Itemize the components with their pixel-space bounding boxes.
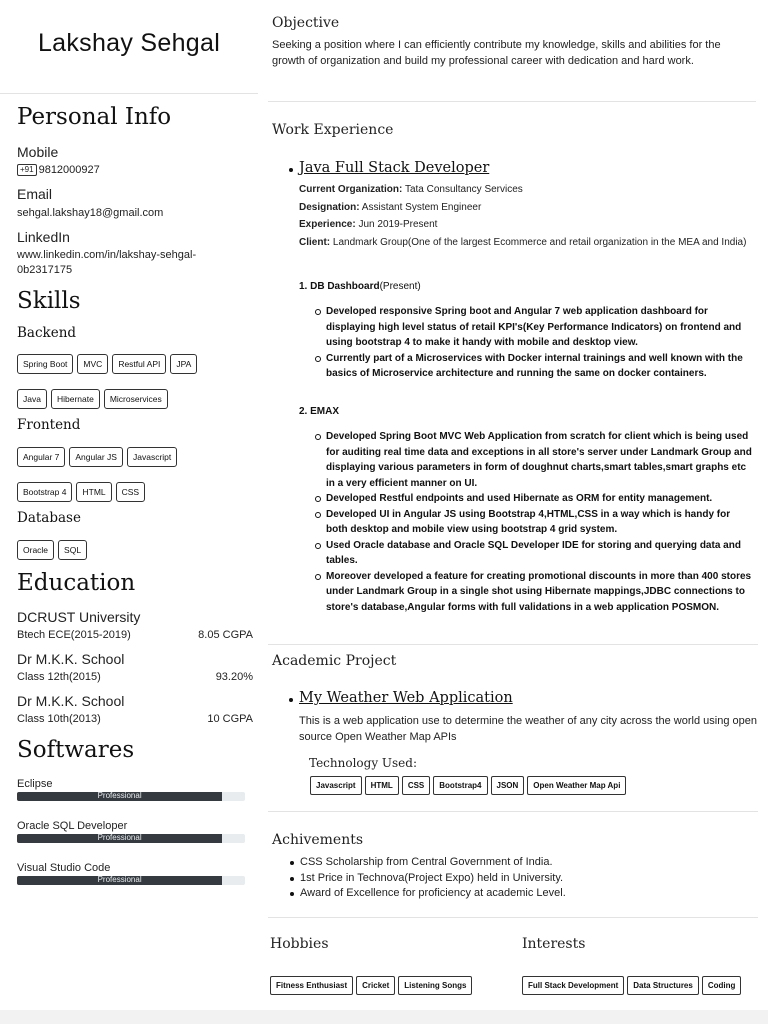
job-details	[299, 181, 754, 249]
objective-heading: Objective	[272, 15, 340, 31]
technology-chips	[310, 776, 626, 795]
job-org-line	[299, 181, 754, 199]
job-experience-line	[299, 216, 754, 234]
project-points	[326, 304, 754, 382]
tech-chip: Open Weather Map Api	[527, 776, 626, 795]
edu-course: Class 12th(2015)	[17, 671, 101, 683]
achievements-heading: Achivements	[272, 832, 364, 848]
hobby-chip: Fitness Enthusiast	[270, 976, 353, 995]
academic-project-title: My Weather Web Application	[299, 690, 513, 706]
skill-chip: Java	[17, 389, 47, 409]
skill-chip: SQL	[58, 540, 87, 560]
edu-school: Dr M.K.K. School	[17, 693, 125, 709]
mobile-label: Mobile	[17, 144, 59, 160]
project-point: Developed Spring Boot MVC Web Application from scratch for client which is being used for auditing real time data and exceptions in all store's server under Landmark Group and displaying various parameters in form of doughnut charts,smart tables,smart graphs etc in a very efficient manner on UI.	[326, 429, 754, 491]
linkedin-url-line-1: www.linkedin.com/in/lakshay-sehgal-	[17, 249, 197, 261]
softwares-heading: Softwares	[17, 737, 135, 763]
skill-chip: Angular 7	[17, 447, 65, 467]
skill-chip: Microservices	[104, 389, 168, 409]
job-title: Java Full Stack Developer	[299, 160, 490, 176]
academic-project-desc: This is a web application use to determine the weather of any city across the world using open source Open Weather Map APIs	[299, 715, 757, 743]
skill-chip: Angular JS	[69, 447, 123, 467]
job-designation-value: Assistant System Engineer	[361, 201, 482, 213]
section-divider	[268, 917, 758, 918]
skill-group-backend: Backend	[17, 325, 77, 341]
hobbies-chips	[270, 976, 472, 995]
chip-row	[17, 540, 258, 560]
project-point: Developed UI in Angular JS using Bootstrap 4,HTML,CSS in a way which is handy for both desktop and mobile view using bootstrap 4 grid system.	[326, 507, 754, 538]
email-label: Email	[17, 186, 53, 202]
skill-chip: Oracle	[17, 540, 54, 560]
edu-line	[17, 629, 253, 641]
job-org-value: Tata Consultancy Services	[404, 184, 523, 195]
skills-heading: Skills	[17, 288, 81, 314]
hobby-chip: Cricket	[356, 976, 395, 995]
page-bottom-edge	[0, 1010, 768, 1024]
edu-score: 8.05 CGPA	[198, 629, 253, 641]
project-point: Moreover developed a feature for creating promotional discounts in more than 400 stores under Landmark Group in a single shot using Hibernate mappings,JDBC connections to store's database,Angular forms with full validations in a web application POSMON.	[326, 569, 754, 616]
candidate-name: Lakshay Sehgal	[37, 29, 221, 57]
chip-row	[17, 447, 258, 467]
email-link[interactable]: sehgal.lakshay18@gmail.com	[17, 207, 164, 219]
edu-course: Btech ECE(2015-2019)	[17, 629, 131, 641]
section-divider	[268, 811, 758, 812]
academic-heading: Academic Project	[272, 653, 397, 669]
skill-chip: Javascript	[127, 447, 177, 467]
interest-chip: Full Stack Development	[522, 976, 624, 995]
project-heading	[299, 281, 421, 292]
skill-chip: Restful API	[112, 354, 166, 374]
project-name: 1. DB Dashboard	[299, 281, 380, 292]
skill-chip: MVC	[77, 354, 108, 374]
left-column	[0, 0, 258, 1010]
project-name: 2. EMAX	[299, 406, 340, 417]
chip-row	[17, 389, 258, 409]
left-content	[0, 106, 258, 885]
edu-score: 10 CGPA	[207, 713, 253, 725]
mobile-number: 9812000927	[38, 164, 100, 176]
section-divider	[268, 644, 758, 645]
edu-school: DCRUST University	[17, 609, 141, 625]
software-progress-bar	[17, 834, 245, 843]
software-name: Oracle SQL Developer	[17, 820, 128, 832]
section-divider	[268, 101, 756, 102]
name-header	[0, 0, 258, 94]
education-heading: Education	[17, 570, 136, 596]
tech-chip: CSS	[402, 776, 430, 795]
software-level-text: Professional	[97, 833, 142, 842]
project-heading	[299, 406, 339, 417]
hobbies-heading: Hobbies	[270, 936, 329, 952]
edu-score: 93.20%	[215, 671, 253, 683]
skill-chip: JPA	[170, 354, 197, 374]
edu-school: Dr M.K.K. School	[17, 651, 125, 667]
personal-info-heading: Personal Info	[17, 104, 172, 130]
project-point: Developed responsive Spring boot and Angular 7 web application dashboard for displaying high level status of retail KPI's(Key Performance Indicators) on frontend and using bootstrap 4 to make it handy with mobile and desktop view.	[326, 304, 754, 351]
interests-heading: Interests	[522, 936, 586, 952]
job-experience-label: Experience:	[299, 219, 356, 231]
edu-line	[17, 713, 253, 725]
skill-chip: Hibernate	[51, 389, 100, 409]
work-heading: Work Experience	[272, 122, 394, 138]
job-client-line	[299, 236, 754, 249]
linkedin-url-line-2: 0b2317175	[17, 264, 73, 276]
technology-label: Technology Used:	[309, 756, 418, 770]
achievements-list	[300, 855, 760, 902]
software-name: Visual Studio Code	[17, 862, 111, 874]
interest-chip: Coding	[702, 976, 742, 995]
bullet-icon	[289, 168, 293, 172]
skill-group-frontend: Frontend	[17, 417, 81, 433]
project-point: Developed Restful endpoints and used Hibernate as ORM for entity management.	[326, 491, 754, 507]
job-experience-value: Jun 2019-Present	[358, 219, 438, 231]
software-level-text: Professional	[97, 791, 142, 800]
achievement-item: 1st Price in Technova(Project Expo) held in University.	[300, 871, 760, 887]
interest-chip: Data Structures	[627, 976, 699, 995]
tech-chip: Bootstrap4	[433, 776, 487, 795]
project-status: (Present)	[379, 281, 421, 292]
software-name: Eclipse	[17, 778, 53, 790]
job-client-value: Landmark Group(One of the largest Ecommerce and retail organization in the MEA and India)	[332, 236, 747, 248]
achievement-item: CSS Scholarship from Central Government of India.	[300, 855, 760, 871]
chip-row	[17, 482, 258, 502]
skill-chip: Spring Boot	[17, 354, 73, 374]
job-designation-line	[299, 199, 754, 217]
edu-line	[17, 671, 253, 683]
linkedin-link[interactable]	[17, 248, 258, 278]
skill-chip: CSS	[116, 482, 145, 502]
achievement-item: Award of Excellence for proficiency at academic Level.	[300, 886, 760, 902]
mobile-value	[17, 163, 258, 178]
project-point: Currently part of a Microservices with Docker internal trainings and well known with the basics of Microservice architecture and running the same on docker containers.	[326, 351, 754, 382]
software-progress-bar	[17, 792, 245, 801]
tech-chip: Javascript	[310, 776, 362, 795]
tech-chip: JSON	[491, 776, 525, 795]
job-designation-label: Designation:	[299, 201, 360, 213]
skill-chip: Bootstrap 4	[17, 482, 72, 502]
country-code-badge: +91	[17, 164, 37, 176]
project-point: Used Oracle database and Oracle SQL Developer IDE for storing and querying data and tables.	[326, 538, 754, 569]
interests-chips	[522, 976, 741, 995]
chip-row	[17, 354, 258, 374]
software-progress-bar	[17, 876, 245, 885]
job-client-label: Client:	[299, 236, 331, 248]
edu-course: Class 10th(2013)	[17, 713, 101, 725]
project-points	[326, 429, 754, 615]
skill-chip: HTML	[76, 482, 111, 502]
hobby-chip: Listening Songs	[398, 976, 472, 995]
bullet-icon	[289, 698, 293, 702]
tech-chip: HTML	[365, 776, 399, 795]
objective-text: Seeking a position where I can efficiently contribute my knowledge, skills and abilities for the growth of organization and build my professional career with dedication and hard work.	[272, 39, 721, 67]
linkedin-label: LinkedIn	[17, 229, 70, 245]
skill-group-database: Database	[17, 510, 81, 526]
right-column	[264, 0, 768, 1010]
job-org-label: Current Organization:	[299, 184, 403, 195]
software-level-text: Professional	[97, 875, 142, 884]
